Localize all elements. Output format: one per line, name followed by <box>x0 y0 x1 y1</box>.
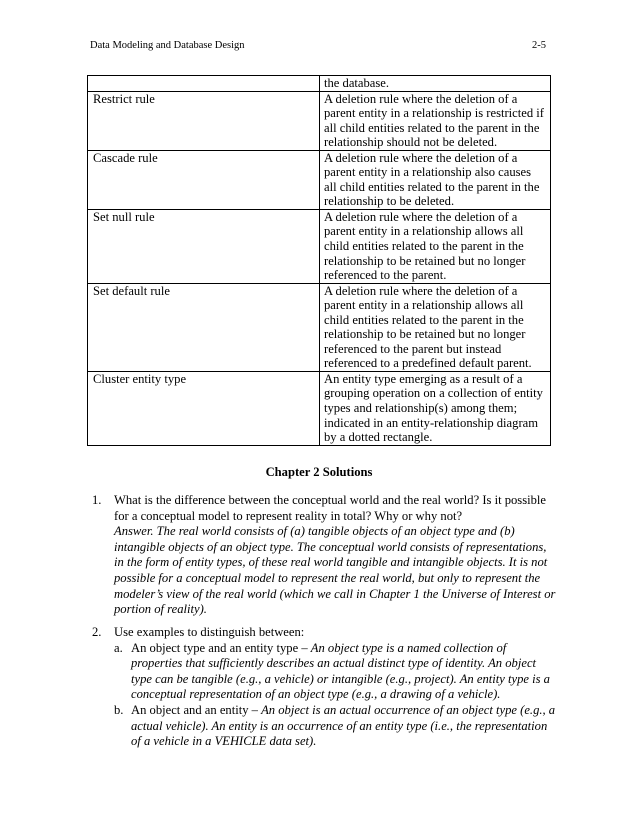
header-title: Data Modeling and Database Design <box>90 40 245 51</box>
page-number: 2-5 <box>532 40 546 51</box>
glossary-table <box>87 75 551 446</box>
sub-letter: a. <box>114 640 123 655</box>
sub-item-a <box>114 641 558 703</box>
question-text: Use examples to distinguish between: <box>114 625 305 639</box>
definition-cell: A deletion rule where the deletion of a parent entity in a relationship allows all child entities related to the parent in the relationship to be retained but no longer referenced to the parent. <box>320 209 551 283</box>
definition-cell: A deletion rule where the deletion of a parent entity in a relationship is restricted if all child entities related to the parent in the relationship should not be deleted. <box>320 91 551 150</box>
term-cell: Set null rule <box>88 209 320 283</box>
definition-cell: An entity type emerging as a result of a grouping operation on a collection of entity types and relationship(s) among them; indicated in an entity-relationship diagram by a dotted rectangle. <box>320 371 551 445</box>
question-2 <box>92 625 558 750</box>
answer-text: Answer. The real world consists of (a) tangible objects of an object type and (b) intangible objects of an object type. The conceptual world consists of representations, in the form of entity types, of these real world tangible and intangible objects. It is not possible for a conceptual model to represent the real world, but only to represent the modeler’s view of the real world (which we call in Chapter 1 the Universe of Interest or portion of reality). <box>114 524 556 617</box>
sub-lead: An object and an entity – <box>131 702 258 717</box>
table-row <box>88 209 551 283</box>
definition-cell: A deletion rule where the deletion of a parent entity in a relationship also causes all child entities related to the parent in the relationship to be deleted. <box>320 150 551 209</box>
question-1 <box>92 493 558 618</box>
question-number: 1. <box>92 493 102 507</box>
sub-answer: An object type is a named collection of properties that sufficiently describes an actual distinct type of identity. An object type can be tangible (e.g., a vehicle) or intangible (e.g., project). An entity type is a conceptual representation of an object type (e.g., a drawing of a vehicle). <box>131 640 550 702</box>
term-cell: Set default rule <box>88 283 320 371</box>
page-header <box>90 40 546 51</box>
sub-letter: b. <box>114 702 124 717</box>
table-row <box>88 76 551 92</box>
sub-item-b <box>114 703 558 750</box>
definition-cell: A deletion rule where the deletion of a parent entity in a relationship allows all child entities related to the parent in the relationship to be retained but no longer referenced to the parent but instead referenced to a predefined default parent. <box>320 283 551 371</box>
term-cell: Restrict rule <box>88 91 320 150</box>
question-text: What is the difference between the conceptual world and the real world? Is it possible for a conceptual model to represent reality in total? Why or why not? <box>114 493 546 523</box>
question-number: 2. <box>92 625 102 639</box>
table-row <box>88 91 551 150</box>
table-row <box>88 283 551 371</box>
sub-answer: An object is an actual occurrence of an object type (e.g., a actual vehicle). An entity is an occurrence of an entity type (i.e., the representation of a vehicle in a VEHICLE data set). <box>131 702 556 749</box>
definition-cell: the database. <box>320 76 551 92</box>
term-cell: Cluster entity type <box>88 371 320 445</box>
table-row <box>88 371 551 445</box>
term-cell: Cascade rule <box>88 150 320 209</box>
chapter-heading: Chapter 2 Solutions <box>265 465 373 479</box>
term-cell <box>88 76 320 92</box>
sub-lead: An object type and an entity type – <box>131 640 308 655</box>
table-row <box>88 150 551 209</box>
